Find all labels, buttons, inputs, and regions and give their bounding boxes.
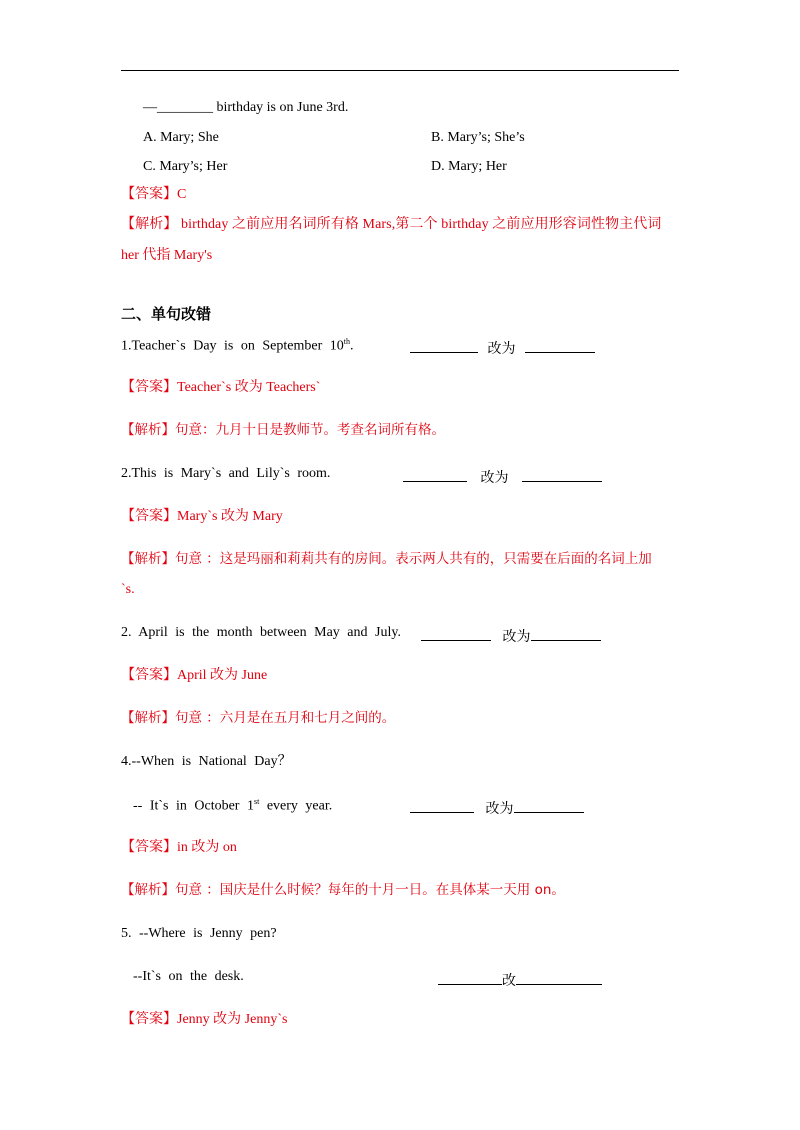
answer-line: 【答案】C [121,187,187,202]
question-5-reply: --It`s on the desk. [133,969,244,984]
blank-right[interactable] [516,970,602,985]
answer-1: 【答案】Teacher`s 改为 Teachers` [121,380,321,395]
correction-blanks-3: 改为 [421,626,601,646]
blank-right[interactable] [514,798,584,813]
analysis-line: 【解析】 birthday 之前应用名词所有格 Mars,第二个 birthday 之前应用形容词性物主代词 [121,217,662,232]
blank-wrong[interactable] [410,338,478,353]
blank-right[interactable] [531,626,601,641]
question-stem: —________ birthday is on June 3rd. [143,100,349,115]
option-d: D. Mary; Her [431,159,507,174]
section-title: 二、单句改错 [121,305,212,323]
analysis-4: 【解析】句意 ：国庆是什么时候？每年的十月一日。在具体某一天用 on。 [121,882,565,898]
analysis-3: 【解析】句意 ：六月是在五月和七月之间的。 [121,710,396,726]
option-c: C. Mary’s; Her [143,159,228,174]
blank-right[interactable] [522,467,602,482]
analysis-1: 【解析】句意：九月十日是教师节。考查名词所有格。 [121,422,445,438]
question-5: 5. --Where is Jenny pen? [121,926,277,941]
question-3: 2. April is the month between May and July. [121,625,401,640]
answer-4: 【答案】in 改为 on [121,840,237,855]
analysis-2-continued: `s. [121,582,135,597]
blank-wrong[interactable] [438,970,502,985]
answer-5: 【答案】Jenny 改为 Jenny`s [121,1012,288,1027]
question-2: 2.This is Mary`s and Lily`s room. [121,466,331,481]
blank-wrong[interactable] [421,626,491,641]
correction-blanks-1: 改为 [410,338,595,358]
blank-wrong[interactable] [410,798,474,813]
option-b: B. Mary’s; She’s [431,130,525,145]
question-1: 1.Teacher`s Day is on September 10th. [121,337,354,354]
analysis-2: 【解析】句意 ：这是玛丽和莉莉共有的房间。表示两人共有的，只需要在后面的名词上加 [121,551,652,567]
analysis-line-continued: her 代指 Mary's [121,248,213,263]
blank-wrong[interactable] [403,467,467,482]
correction-blanks-4: 改为 [410,798,584,818]
header-rule [121,70,679,71]
blank-right[interactable] [525,338,595,353]
correction-blanks-5: 改 [438,970,602,990]
answer-2: 【答案】Mary`s 改为 Mary [121,509,283,524]
question-4: 4.--When is National Day？ [121,754,292,769]
question-4-reply: -- It`s in October 1st every year. [133,797,333,814]
answer-3: 【答案】April 改为 June [121,668,268,683]
correction-blanks-2: 改为 [403,467,602,487]
option-a: A. Mary; She [143,130,219,145]
